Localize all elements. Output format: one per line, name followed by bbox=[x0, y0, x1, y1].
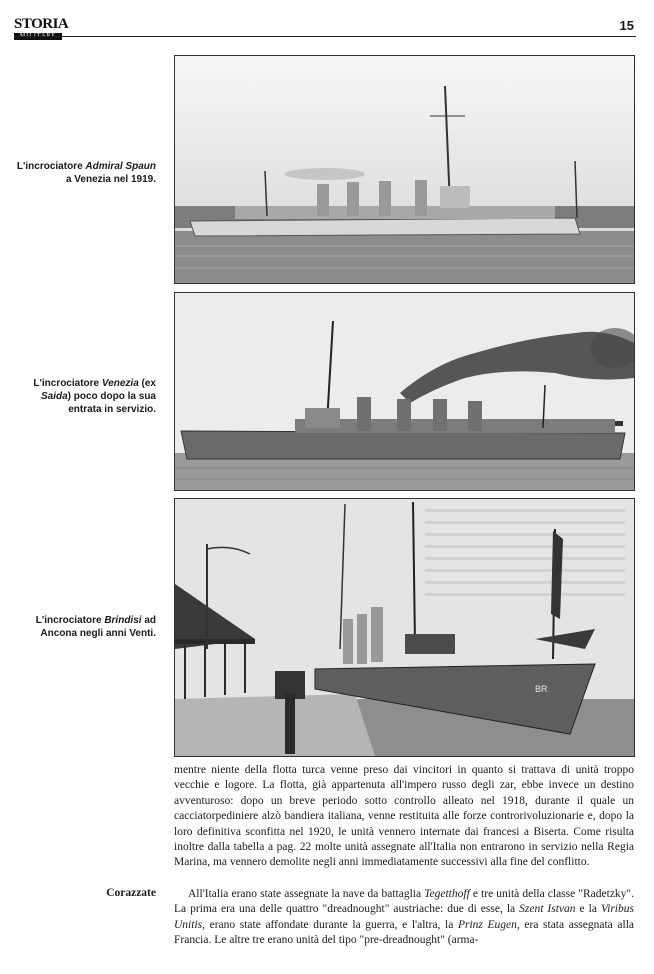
ship-name: Viribus Unitis, bbox=[174, 903, 634, 931]
ship-name: Szent Istvan bbox=[519, 903, 576, 916]
admiral-spaun-photo bbox=[174, 55, 635, 284]
caption-brindisi bbox=[10, 614, 156, 640]
caption-text: ad Ancona negli anni Venti. bbox=[40, 615, 156, 639]
caption-text: L'incrociatore bbox=[16, 161, 86, 172]
header-rule bbox=[14, 36, 636, 37]
hull-mark: BR bbox=[535, 684, 548, 694]
brindisi-photo bbox=[174, 498, 635, 757]
caption-text: a Venezia nel 1919. bbox=[65, 174, 156, 185]
paragraph-text: e tre unità della classe "Radetzky". La prima era una delle quattro "dreadnought" austriache: due di esse, la bbox=[174, 888, 634, 916]
section-heading: Corazzate bbox=[106, 887, 156, 899]
caption-admiral-spaun bbox=[10, 160, 156, 186]
brindisi-illustration bbox=[175, 499, 634, 756]
caption-text: L'incrociatore bbox=[33, 378, 102, 389]
caption-text: (ex bbox=[138, 378, 156, 389]
caption-text: ) poco dopo la sua entrata in servizio. bbox=[67, 391, 156, 415]
page-number: 15 bbox=[619, 18, 634, 33]
ship-name: Brindisi bbox=[104, 615, 142, 626]
ship-name: Prinz Eugen, bbox=[457, 918, 520, 931]
ship-name: Tegetthoff bbox=[424, 888, 470, 900]
venezia-illustration bbox=[175, 293, 634, 490]
paragraph-text: All'Italia erano state assegnate la nave da battaglia bbox=[188, 888, 425, 900]
paragraph-text: e la bbox=[575, 903, 601, 916]
caption-venezia bbox=[10, 377, 156, 416]
article-paragraph-1: mentre niente della flotta turca venne preso dai vincitori in quanto si trattava di unità troppo vecchie e logore. La flotta, già appartenuta all'impero russo degli zar, ebbe invece un destino avventuroso: dopo un breve periodo sotto controllo alleato nel 1918, durante il quale un cacciatorpediniere alzò bandiera italiana, venne restituita alle forze controrivoluzionarie e, dopo la loro definitiva sconfitta nel 1920, le unità vennero internate dai francesi a Biserta. Come risulta inoltre dalla tabella a pag. 22 molte unità assegnate all'Italia non entrarono in servizio nella Regia Marina, ma vennero demolite negli anni immediatamente successivi alla fine del conflitto. bbox=[174, 764, 634, 869]
paragraph-text: era stata assegnata alla Francia. Le altre tre erano unità del tipo "pre-dreadnought" (arma- bbox=[174, 918, 634, 947]
logo-word: STORIA bbox=[14, 16, 69, 32]
venezia-photo bbox=[174, 292, 635, 491]
ship-name: Admiral Spaun bbox=[85, 161, 156, 172]
admiral-spaun-illustration bbox=[175, 56, 634, 283]
ship-former-name: Saida bbox=[40, 391, 68, 402]
paragraph-text: erano state affondate durante la guerra, e l'altra, la bbox=[205, 918, 458, 931]
caption-text: L'incrociatore bbox=[35, 615, 105, 626]
ship-name: Venezia bbox=[101, 378, 139, 389]
article-paragraph-2 bbox=[174, 887, 634, 949]
